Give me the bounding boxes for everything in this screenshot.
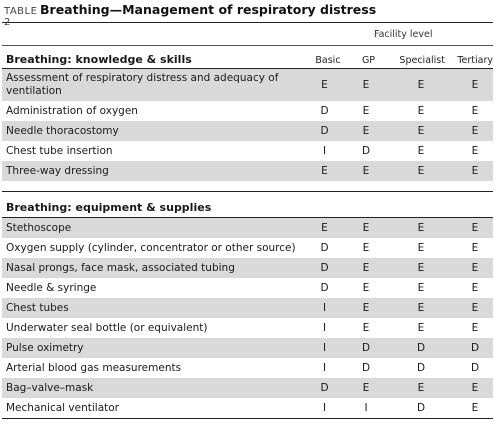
cell-basic: D bbox=[320, 105, 329, 117]
table-row bbox=[2, 258, 493, 278]
cell-tertiary: E bbox=[471, 382, 479, 394]
cell-specialist: E bbox=[417, 242, 425, 254]
row-label: Chest tubes bbox=[6, 301, 69, 314]
cell-gp: E bbox=[362, 242, 370, 254]
cell-basic: I bbox=[322, 362, 327, 374]
cell-specialist: D bbox=[416, 342, 426, 354]
cell-tertiary: E bbox=[471, 262, 479, 274]
cell-tertiary: E bbox=[471, 165, 479, 177]
table-title-row bbox=[2, 2, 493, 28]
cell-tertiary: E bbox=[471, 145, 479, 157]
cell-specialist: E bbox=[417, 262, 425, 274]
row-label: Needle & syringe bbox=[6, 281, 97, 294]
cell-basic: D bbox=[320, 262, 329, 274]
cell-specialist: E bbox=[417, 145, 425, 157]
cell-tertiary: E bbox=[471, 302, 479, 314]
column-header-basic: Basic bbox=[315, 55, 341, 66]
cell-basic: E bbox=[321, 222, 328, 234]
row-label: Assessment of respiratory distress and adequacy of ventilation bbox=[6, 72, 279, 97]
table-title: Breathing—Management of respiratory distress bbox=[40, 2, 377, 17]
cell-gp: E bbox=[362, 322, 370, 334]
table-row bbox=[2, 161, 493, 181]
cell-specialist: E bbox=[417, 105, 425, 117]
table-row bbox=[2, 378, 493, 398]
table-bottom-rule bbox=[2, 418, 493, 419]
column-header-gp: GP bbox=[361, 55, 376, 66]
row-label: Administration of oxygen bbox=[6, 104, 138, 117]
cell-basic: D bbox=[320, 242, 329, 254]
cell-gp: D bbox=[361, 145, 371, 157]
column-header-tertiary: Tertiary bbox=[457, 55, 493, 66]
cell-gp: E bbox=[362, 222, 370, 234]
table-row bbox=[2, 358, 493, 378]
row-label: Stethoscope bbox=[6, 221, 72, 234]
cell-basic: E bbox=[321, 79, 328, 91]
row-label: Chest tube insertion bbox=[6, 144, 113, 157]
equipment-rows bbox=[2, 218, 493, 418]
cell-basic: D bbox=[320, 382, 329, 394]
cell-basic: I bbox=[322, 302, 327, 314]
cell-tertiary: E bbox=[471, 402, 479, 414]
cell-tertiary: E bbox=[471, 242, 479, 254]
cell-specialist: D bbox=[416, 362, 426, 374]
cell-gp: E bbox=[362, 125, 370, 137]
cell-gp: E bbox=[362, 262, 370, 274]
cell-specialist: E bbox=[417, 322, 425, 334]
row-label: Oxygen supply (cylinder, concentrator or other source) bbox=[6, 241, 296, 254]
cell-basic: I bbox=[322, 145, 327, 157]
cell-specialist: E bbox=[417, 125, 425, 137]
table-row bbox=[2, 298, 493, 318]
cell-tertiary: D bbox=[470, 342, 480, 354]
cell-basic: I bbox=[322, 322, 327, 334]
table-row bbox=[2, 318, 493, 338]
cell-basic: D bbox=[320, 282, 329, 294]
column-header-specialist: Specialist bbox=[399, 55, 445, 66]
knowledge-rows bbox=[2, 69, 493, 181]
cell-tertiary: D bbox=[470, 362, 480, 374]
facility-level-header bbox=[2, 23, 493, 41]
cell-tertiary: E bbox=[471, 79, 479, 91]
table-row bbox=[2, 238, 493, 258]
row-label: Nasal prongs, face mask, associated tubing bbox=[6, 261, 235, 274]
row-label: Arterial blood gas measurements bbox=[6, 361, 182, 374]
table-row bbox=[2, 338, 493, 358]
cell-basic: E bbox=[321, 165, 328, 177]
row-label: Pulse oximetry bbox=[6, 341, 84, 354]
row-label: Bag–valve–mask bbox=[6, 381, 94, 394]
cell-specialist: E bbox=[417, 79, 425, 91]
cell-gp: D bbox=[361, 342, 371, 354]
cell-specialist: E bbox=[417, 222, 425, 234]
table-row bbox=[2, 121, 493, 141]
facility-level-label: Facility level bbox=[374, 29, 433, 40]
cell-tertiary: E bbox=[471, 105, 479, 117]
cell-tertiary: E bbox=[471, 282, 479, 294]
cell-basic: I bbox=[322, 402, 327, 414]
cell-gp: D bbox=[361, 362, 371, 374]
row-label: Mechanical ventilator bbox=[6, 401, 119, 414]
cell-specialist: E bbox=[417, 282, 425, 294]
cell-specialist: D bbox=[416, 402, 426, 414]
document-page bbox=[2, 2, 493, 419]
cell-specialist: E bbox=[417, 382, 425, 394]
cell-gp: E bbox=[362, 165, 370, 177]
section-heading: Breathing: equipment & supplies bbox=[6, 201, 212, 214]
table-row bbox=[2, 218, 493, 238]
cell-gp: E bbox=[362, 282, 370, 294]
cell-gp: I bbox=[364, 402, 368, 414]
cell-gp: E bbox=[362, 382, 370, 394]
cell-basic: I bbox=[322, 342, 327, 354]
table-row bbox=[2, 398, 493, 418]
table-row bbox=[2, 141, 493, 161]
table-number: TABLE 2 bbox=[4, 6, 38, 28]
row-label: Underwater seal bottle (or equivalent) bbox=[6, 321, 208, 334]
section-heading: Breathing: knowledge & skills bbox=[6, 53, 192, 66]
cell-tertiary: E bbox=[471, 125, 479, 137]
row-label: Three-way dressing bbox=[6, 164, 109, 177]
cell-tertiary: E bbox=[471, 222, 479, 234]
cell-basic: D bbox=[320, 125, 329, 137]
cell-tertiary: E bbox=[471, 322, 479, 334]
cell-specialist: E bbox=[417, 165, 425, 177]
cell-gp: E bbox=[362, 302, 370, 314]
section-header-equipment bbox=[2, 191, 493, 218]
table-row bbox=[2, 101, 493, 121]
table-row bbox=[2, 69, 493, 101]
table-row bbox=[2, 278, 493, 298]
cell-specialist: E bbox=[417, 302, 425, 314]
cell-gp: E bbox=[362, 79, 370, 91]
row-label: Needle thoracostomy bbox=[6, 124, 119, 137]
section-header-knowledge bbox=[2, 45, 493, 69]
cell-gp: E bbox=[362, 105, 370, 117]
